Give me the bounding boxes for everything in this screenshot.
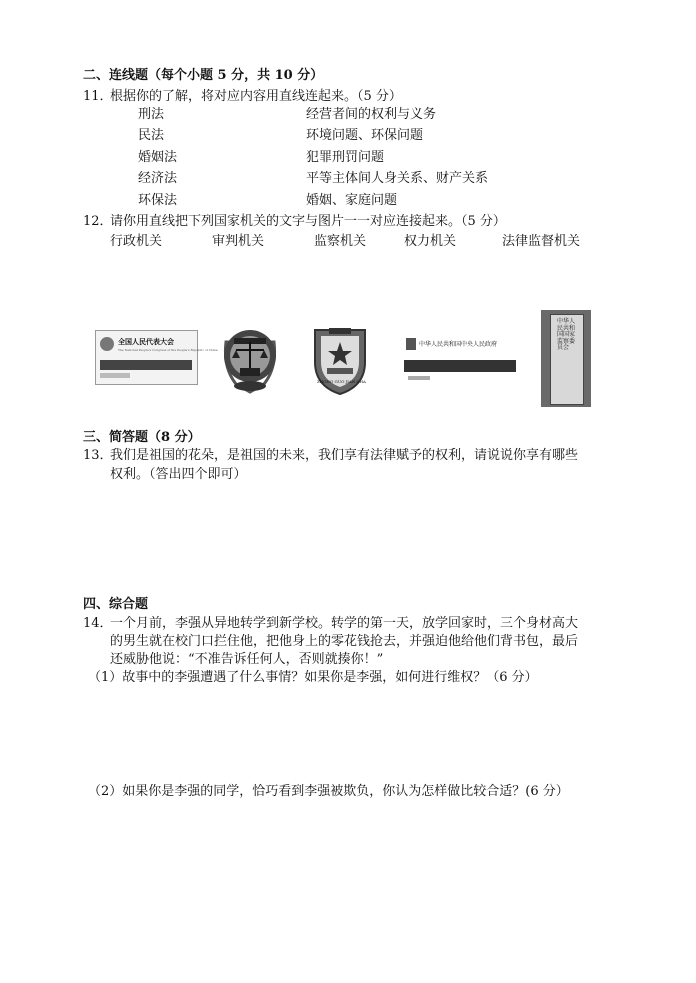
npc-sign-image (95, 330, 218, 385)
section-2-heading: 二、连线题（每个小题 5 分，共 10 分） (83, 68, 324, 83)
supervision-plaque-image (541, 310, 591, 407)
court-emblem-image (218, 320, 282, 398)
q11-right-item: 环境问题、环保问题 (306, 128, 424, 143)
question-12-number: 12． (83, 214, 113, 229)
supervision-plaque-text: 中华人民共和国国家监察委员会 (557, 318, 576, 351)
q12-agency-label: 监察机关 (314, 234, 367, 249)
q11-right-item: 平等主体间人身关系、财产关系 (306, 171, 489, 186)
court-emblem-icon (218, 320, 282, 398)
procuratorate-emblem-image (309, 322, 371, 396)
national-emblem-icon (406, 338, 416, 350)
q12-agency-label: 行政机关 (110, 234, 163, 249)
section-4-heading: 四、综合题 (83, 597, 149, 612)
q11-right-item: 婚姻、家庭问题 (306, 193, 398, 208)
q11-left-item: 经济法 (138, 171, 178, 186)
question-13-number: 13． (83, 448, 113, 463)
question-11-number: 11． (83, 89, 113, 104)
question-14-sub-1: （1）故事中的李强遭遇了什么事情？如果你是李强，如何进行维权？（6 分） (88, 670, 538, 685)
question-13-text: 我们是祖国的花朵，是祖国的未来，我们享有法律赋予的权利，请说说你享有哪些 (110, 448, 579, 463)
section-3-heading: 三、简答题（8 分） (83, 430, 201, 445)
q11-left-item: 环保法 (138, 193, 178, 208)
question-11-text: 根据你的了解，将对应内容用直线连起来。（5 分） (110, 89, 402, 104)
procuratorate-text: ZHONG GUO JIAN CHA (317, 379, 366, 384)
q11-left-item: 婚姻法 (138, 150, 178, 165)
question-13-text-line2: 权利。（答出四个即可） (110, 467, 247, 482)
q12-agency-label: 权力机关 (404, 234, 457, 249)
question-14-text-line2: 的男生就在校门口拦住他，把他身上的零花钱抢去，并强迫他给他们背书包，最后 (110, 634, 579, 649)
national-emblem-icon (100, 337, 114, 351)
q11-left-item: 刑法 (138, 107, 165, 122)
government-website-image (404, 330, 516, 383)
question-14-sub-2: （2）如果你是李强的同学，恰巧看到李强被欺负，你认为怎样做比较合适？(6 分） (88, 784, 569, 799)
q11-right-item: 犯罪刑罚问题 (306, 150, 385, 165)
q12-agency-label: 法律监督机关 (502, 234, 581, 249)
q11-left-item: 民法 (138, 128, 165, 143)
question-14-text-line3: 还威胁他说：“不准告诉任何人，否则就揍你！” (110, 652, 384, 667)
q12-agency-label: 审判机关 (212, 234, 265, 249)
npc-sign-subtext: The National People's Congress of the People's Republic of China (118, 348, 218, 352)
government-site-title: 中华人民共和国中央人民政府 (419, 341, 498, 348)
procuratorate-emblem-icon (309, 322, 371, 396)
npc-sign-text: 全国人民代表大会 (118, 337, 174, 346)
question-12-text: 请你用直线把下列国家机关的文字与图片一一对应连接起来。（5 分） (110, 214, 506, 229)
question-14-number: 14． (83, 616, 113, 631)
question-14-text: 一个月前，李强从异地转学到新学校。转学的第一天，放学回家时，三个身材高大 (110, 616, 579, 631)
q11-right-item: 经营者间的权利与义务 (306, 107, 437, 122)
